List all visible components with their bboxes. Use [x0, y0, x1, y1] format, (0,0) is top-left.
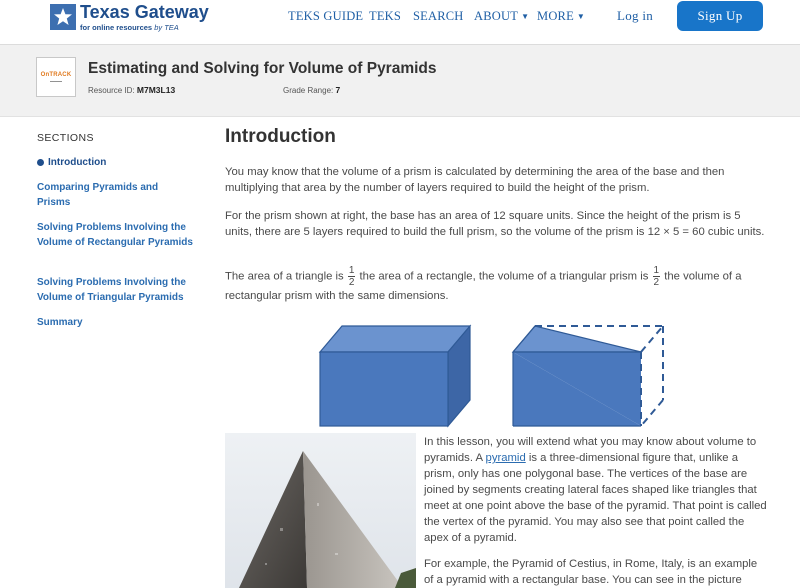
- pyramid-text-b: is a three-dimensional figure that, unlike a prism, only has one polygonal base. The vertices of the base are joined by segments creating lateral faces shaped like triangles that meet at one point above the base of the pyramid. That point is called the vertex of the pyramid. You may also see that point called the apex of a pyramid.: [424, 452, 767, 544]
- logo-subtitle-prefix: for online resources: [80, 23, 153, 32]
- ontrack-logo: [36, 57, 76, 97]
- paragraph-prism-volume: You may know that the volume of a prism is calculated by determining the area of the base and then multiplying that area by the number of layers required to build the height of the prism.: [225, 166, 725, 194]
- paragraph-prism-example: For the prism shown at right, the base has an area of 12 square units. Since the height of the prism is 5 units, there are 5 layers required to build the full prism, so the volume of the prism is 12 × 5 = 60 cubic units.: [225, 210, 765, 238]
- fraction-denominator: 2: [348, 277, 355, 288]
- logo-title: Texas Gateway: [80, 2, 209, 22]
- top-navigation: [0, 0, 800, 45]
- nav-about-label: ABOUT: [474, 9, 519, 23]
- logo-subtitle: [80, 23, 179, 32]
- prism-diagram: [318, 322, 668, 432]
- resource-id-value: M7M3L13: [136, 85, 176, 95]
- triangle-text-c: the volume of a rectangular prism with the same dimensions.: [225, 270, 742, 302]
- login-link[interactable]: Log in: [617, 8, 654, 23]
- pyramid-of-cestius-photo: [225, 433, 416, 588]
- nav-more-label: MORE: [537, 9, 574, 23]
- nav-teks-guide[interactable]: TEKS GUIDE: [288, 9, 364, 23]
- grade-range-label: Grade Range:: [283, 86, 334, 95]
- fraction-denominator: 2: [653, 277, 660, 288]
- chevron-down-icon: ▼: [521, 12, 530, 21]
- pyramid-text-a: In this lesson, you will extend what you may know about volume to pyramids. A: [424, 436, 757, 464]
- texas-gateway-logo[interactable]: [50, 3, 250, 39]
- fraction-numerator: 1: [653, 265, 660, 276]
- resource-title: Estimating and Solving for Volume of Pyramids: [88, 60, 437, 77]
- active-indicator-icon: [37, 159, 44, 166]
- star-icon: [50, 4, 76, 30]
- paragraph-triangle-area: [225, 265, 765, 305]
- sidebar-item-rectangular[interactable]: Solving Problems Involving the Volume of Rectangular Pyramids: [37, 222, 193, 248]
- nav-search[interactable]: SEARCH: [413, 9, 464, 23]
- grade-range-value: 7: [335, 85, 341, 95]
- pyramid-glossary-link[interactable]: pyramid: [485, 452, 526, 464]
- resource-id-label: Resource ID:: [88, 86, 135, 95]
- fraction-one-half: [348, 265, 356, 288]
- signup-button[interactable]: Sign Up: [677, 1, 763, 31]
- sidebar-item-label: Introduction: [48, 157, 107, 168]
- rectangular-prism: [320, 326, 470, 426]
- triangle-text-a: The area of a triangle is: [225, 270, 344, 283]
- paragraph-pyramid-definition: [424, 434, 769, 546]
- sidebar-item-comparing[interactable]: Comparing Pyramids and Prisms: [37, 182, 159, 208]
- sidebar-item-triangular[interactable]: Solving Problems Involving the Volume of Triangular Pyramids: [37, 277, 186, 303]
- nav-about[interactable]: [474, 9, 529, 24]
- fraction-numerator: 1: [348, 265, 355, 276]
- triangle-text-b: the area of a rectangle, the volume of a triangular prism is: [359, 270, 649, 283]
- sidebar-item-summary[interactable]: Summary: [37, 317, 83, 328]
- ontrack-logo-text: OnTRACK: [40, 71, 72, 78]
- fraction-one-half: [653, 265, 661, 288]
- nav-teks[interactable]: TEKS: [369, 9, 402, 23]
- grade-range: [283, 85, 340, 95]
- ontrack-logo-bar: ▬▬▬▬: [50, 78, 62, 83]
- chevron-down-icon: ▼: [576, 12, 586, 21]
- nav-more[interactable]: [537, 9, 585, 24]
- resource-header: [0, 45, 800, 117]
- section-heading: Introduction: [225, 126, 336, 147]
- resource-id: [88, 85, 175, 95]
- sidebar-item-introduction[interactable]: [37, 155, 202, 170]
- paragraph-cestius-example: For example, the Pyramid of Cestius, in Rome, Italy, is an example of a pyramid with a rectangular base. You can see in the picture: [424, 558, 758, 586]
- logo-subtitle-suffix: by TEA: [154, 23, 179, 32]
- sections-heading: SECTIONS: [37, 132, 94, 144]
- triangular-prism: [513, 326, 663, 426]
